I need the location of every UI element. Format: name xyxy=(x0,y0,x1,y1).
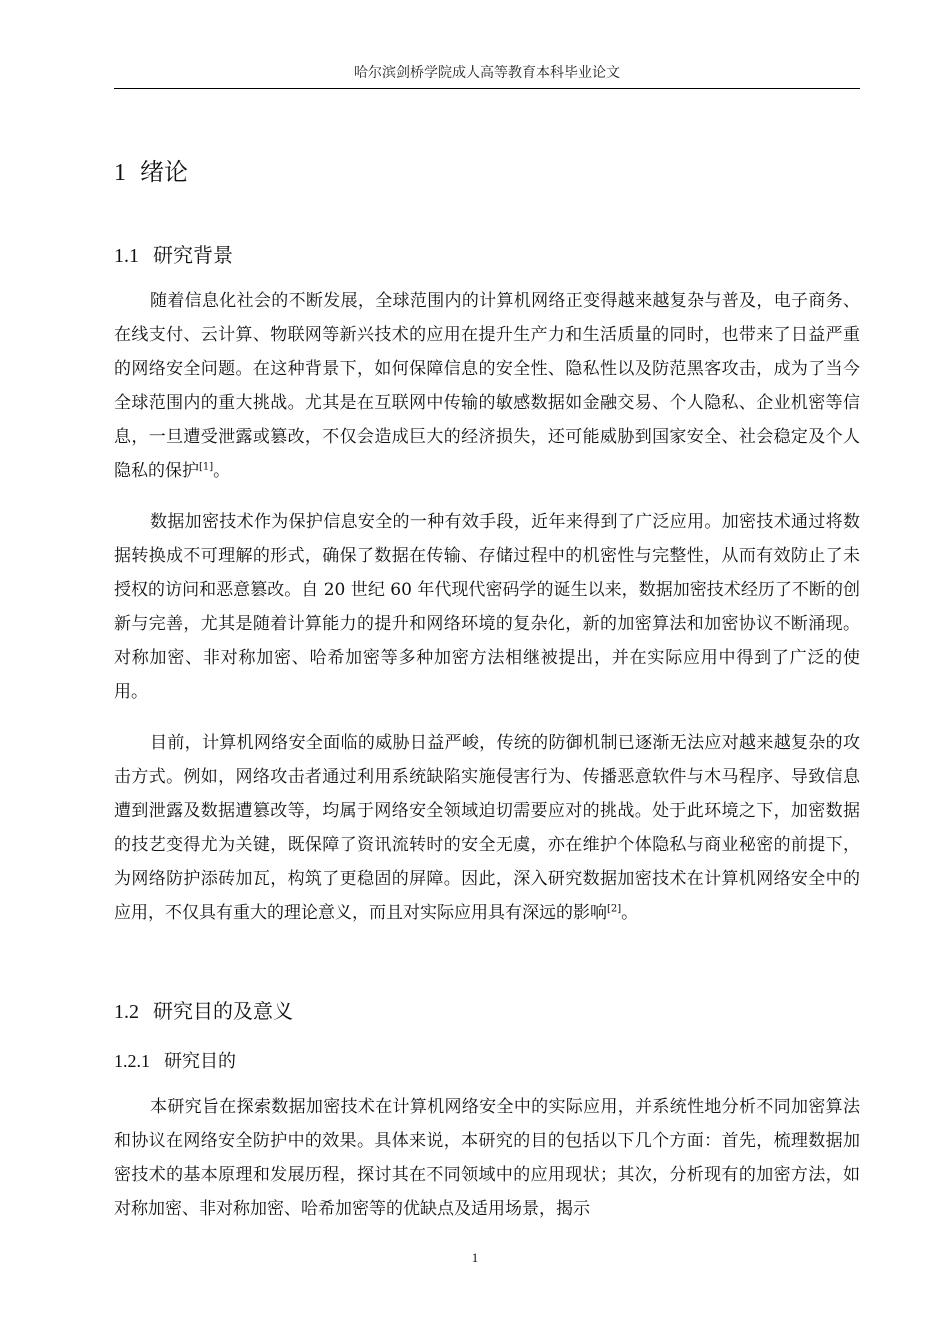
paragraph-text: 本研究旨在探索数据加密技术在计算机网络安全中的实际应用，并系统性地分析不同加密算法和协议在网络安全防护中的效果。具体来说，本研究的目的包括以下几个方面：首先，梳理数据加密技术的基本原理和发展历程，探讨其在不同领域中的应用现状；其次，分析现有的加密方法，如对称加密、非对称加密、哈希加密等的优缺点及适用场景，揭示 xyxy=(114,1097,860,1219)
section-heading-1-1 xyxy=(114,240,233,271)
chapter-title: 绪论 xyxy=(140,158,188,186)
chapter-number: 1 xyxy=(114,160,126,186)
paragraph-end: 。 xyxy=(621,903,639,923)
paragraph-end: 。 xyxy=(213,461,231,481)
section-title: 研究背景 xyxy=(153,243,233,267)
running-header: 哈尔滨剑桥学院成人高等教育本科毕业论文 xyxy=(354,65,620,81)
section-number: 1.2 xyxy=(114,1001,139,1023)
section-title: 研究目的及意义 xyxy=(153,999,293,1023)
header-rule xyxy=(114,88,860,89)
subsection-number: 1.2.1 xyxy=(114,1051,150,1071)
citation: [2] xyxy=(607,903,622,915)
section-number: 1.1 xyxy=(114,245,139,267)
paragraph-text: 目前，计算机网络安全面临的威胁日益严峻，传统的防御机制已逐渐无法应对越来越复杂的攻击方式。例如，网络攻击者通过利用系统缺陷实施侵害行为、传播恶意软件与木马程序、导致信息遭到泄露及数据遭篡改等，均属于网络安全领域迫切需要应对的挑战。处于此环境之下，加密数据的技艺变得尤为关键，既保障了资讯流转时的安全无虞，亦在维护个体隐私与商业秘密的前提下，为网络防护添砖加瓦，构筑了更稳固的屏障。因此，深入研究数据加密技术在计算机网络安全中的应用，不仅具有重大的理论意义，而且对实际应用具有深远的影响 xyxy=(114,733,860,923)
section-heading-1-2 xyxy=(114,996,293,1027)
paragraph-3 xyxy=(114,726,860,930)
subsection-title: 研究目的 xyxy=(164,1051,236,1072)
paragraph-4 xyxy=(114,1090,860,1226)
paragraph-2 xyxy=(114,505,860,709)
subsection-heading-1-2-1 xyxy=(114,1046,236,1077)
paragraph-text: 数据加密技术作为保护信息安全的一种有效手段，近年来得到了广泛应用。加密技术通过将数据转换成不可理解的形式，确保了数据在传输、存储过程中的机密性与完整性，从而有效防止了未授权的访问和恶意篡改。自 20 世纪 60 年代现代密码学的诞生以来，数据加密技术经历了不断的创新与完善，尤其是随着计算能力的提升和网络环境的复杂化，新的加密算法和加密协议不断涌现。对称加密、非对称加密、哈希加密等多种加密方法相继被提出，并在实际应用中得到了广泛的使用。 xyxy=(114,512,860,702)
page-number: 1 xyxy=(471,1250,479,1265)
chapter-heading xyxy=(114,152,188,193)
citation: [1] xyxy=(199,461,214,473)
paragraph-1 xyxy=(114,284,860,488)
paragraph-text: 随着信息化社会的不断发展，全球范围内的计算机网络正变得越来越复杂与普及，电子商务、在线支付、云计算、物联网等新兴技术的应用在提升生产力和生活质量的同时，也带来了日益严重的网络安全问题。在这种背景下，如何保障信息的安全性、隐私性以及防范黑客攻击，成为了当今全球范围内的重大挑战。尤其是在互联网中传输的敏感数据如金融交易、个人隐私、企业机密等信息，一旦遭受泄露或篡改，不仅会造成巨大的经济损失，还可能威胁到国家安全、社会稳定及个人隐私的保护 xyxy=(114,291,860,481)
